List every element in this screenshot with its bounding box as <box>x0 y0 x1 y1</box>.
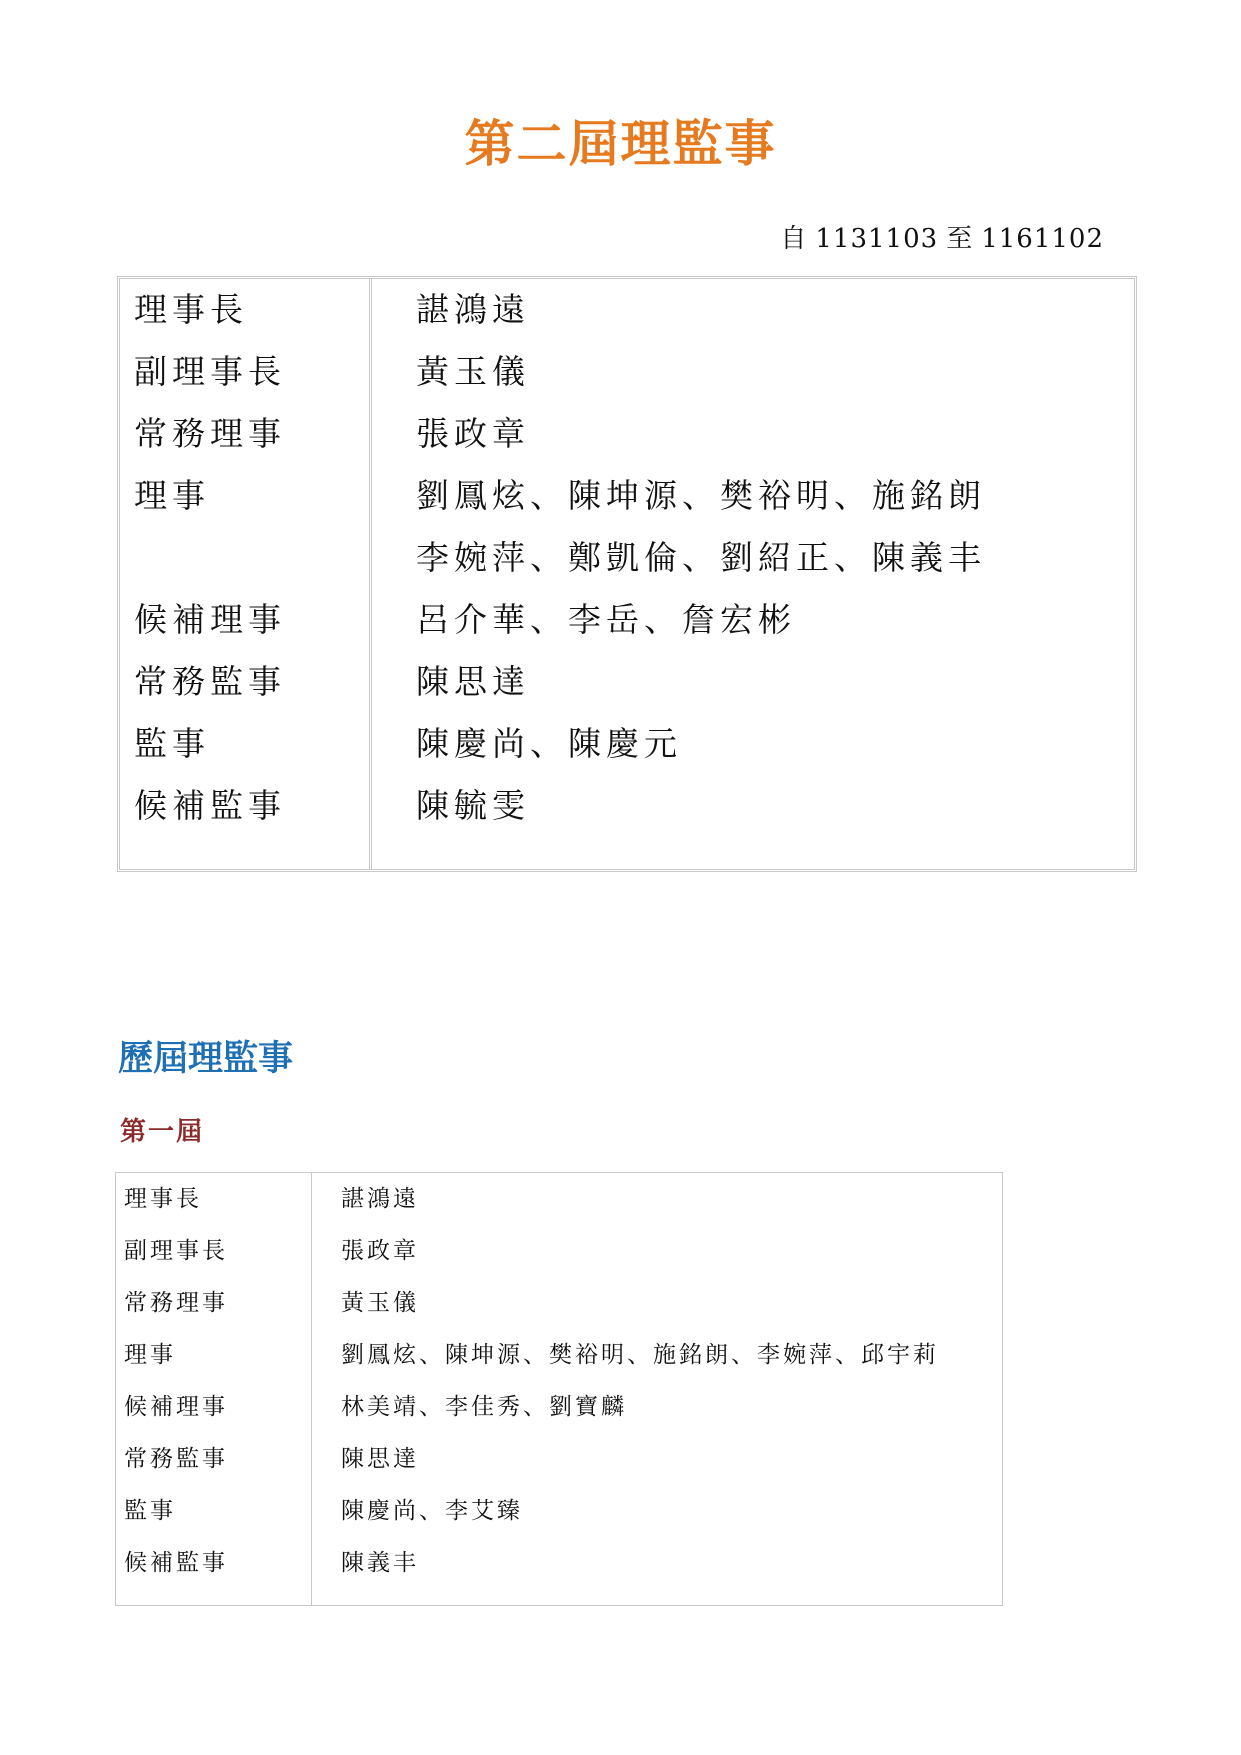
role-cell: 候補理事 <box>134 600 286 639</box>
members-cell: 陳義丰 <box>341 1550 419 1576</box>
table-row <box>116 1173 1002 1225</box>
members-cell: 林美靖、李佳秀、劉寶麟 <box>341 1394 627 1420</box>
page-title: 第二屆理監事 <box>464 115 777 173</box>
role-cell: 理事 <box>124 1342 176 1368</box>
table-row <box>116 1381 1002 1433</box>
role-cell: 常務理事 <box>124 1290 228 1316</box>
members-cell: 陳思達 <box>416 662 530 701</box>
members-cell: 劉鳳炫、陳坤源、樊裕明、施銘朗、李婉萍、邱宇莉 <box>341 1342 939 1368</box>
members-cell: 呂介華、李岳、詹宏彬 <box>416 600 796 639</box>
table-row <box>120 279 1134 341</box>
role-cell: 候補監事 <box>124 1550 228 1576</box>
members-cell: 陳慶尚、陳慶元 <box>416 724 682 763</box>
role-cell: 副理事長 <box>134 352 286 391</box>
table-row <box>116 1277 1002 1329</box>
role-cell: 理事長 <box>124 1186 202 1212</box>
role-cell: 候補理事 <box>124 1394 228 1420</box>
term-from-label: 自 <box>780 224 808 254</box>
members-cell: 劉鳳炫、陳坤源、樊裕明、施銘朗 <box>416 476 986 515</box>
term-period <box>776 222 1108 256</box>
table-row <box>120 465 1134 527</box>
role-cell: 常務理事 <box>134 414 286 453</box>
members-cell: 黃玉儀 <box>341 1290 419 1316</box>
members-cell: 諶鴻遠 <box>416 290 530 329</box>
members-cell: 陳毓雯 <box>416 786 530 825</box>
history-heading: 歷屆理監事 <box>118 1039 294 1079</box>
table-row <box>120 651 1134 713</box>
role-cell: 常務監事 <box>134 662 286 701</box>
role-cell: 副理事長 <box>124 1238 228 1264</box>
members-cell: 諶鴻遠 <box>341 1186 419 1212</box>
table-row <box>120 527 1134 589</box>
members-cell: 陳慶尚、李艾臻 <box>341 1498 523 1524</box>
current-board-table <box>117 276 1137 872</box>
table-row <box>116 1433 1002 1485</box>
term-end-date: 1161102 <box>981 224 1104 254</box>
role-cell: 理事 <box>134 476 210 515</box>
table-row <box>120 341 1134 403</box>
members-cell: 黃玉儀 <box>416 352 530 391</box>
term-to-label: 至 <box>946 224 974 254</box>
table-row <box>116 1225 1002 1277</box>
members-cell: 陳思達 <box>341 1446 419 1472</box>
first-term-heading: 第一屆 <box>120 1117 205 1147</box>
table-row <box>120 403 1134 465</box>
table-row <box>120 589 1134 651</box>
table-row <box>116 1329 1002 1381</box>
table-row <box>116 1485 1002 1537</box>
members-cell: 張政章 <box>341 1238 419 1264</box>
role-cell: 常務監事 <box>124 1446 228 1472</box>
table-row <box>116 1537 1002 1589</box>
role-cell: 理事長 <box>134 290 248 329</box>
role-cell: 監事 <box>134 724 210 763</box>
members-cell: 李婉萍、鄭凱倫、劉紹正、陳義丰 <box>416 538 986 577</box>
table-row <box>120 713 1134 775</box>
role-cell: 候補監事 <box>134 786 286 825</box>
members-cell: 張政章 <box>416 414 530 453</box>
table-row <box>120 775 1134 837</box>
first-term-table <box>115 1172 1003 1606</box>
term-start-date: 1131103 <box>815 224 939 254</box>
role-cell: 監事 <box>124 1498 176 1524</box>
